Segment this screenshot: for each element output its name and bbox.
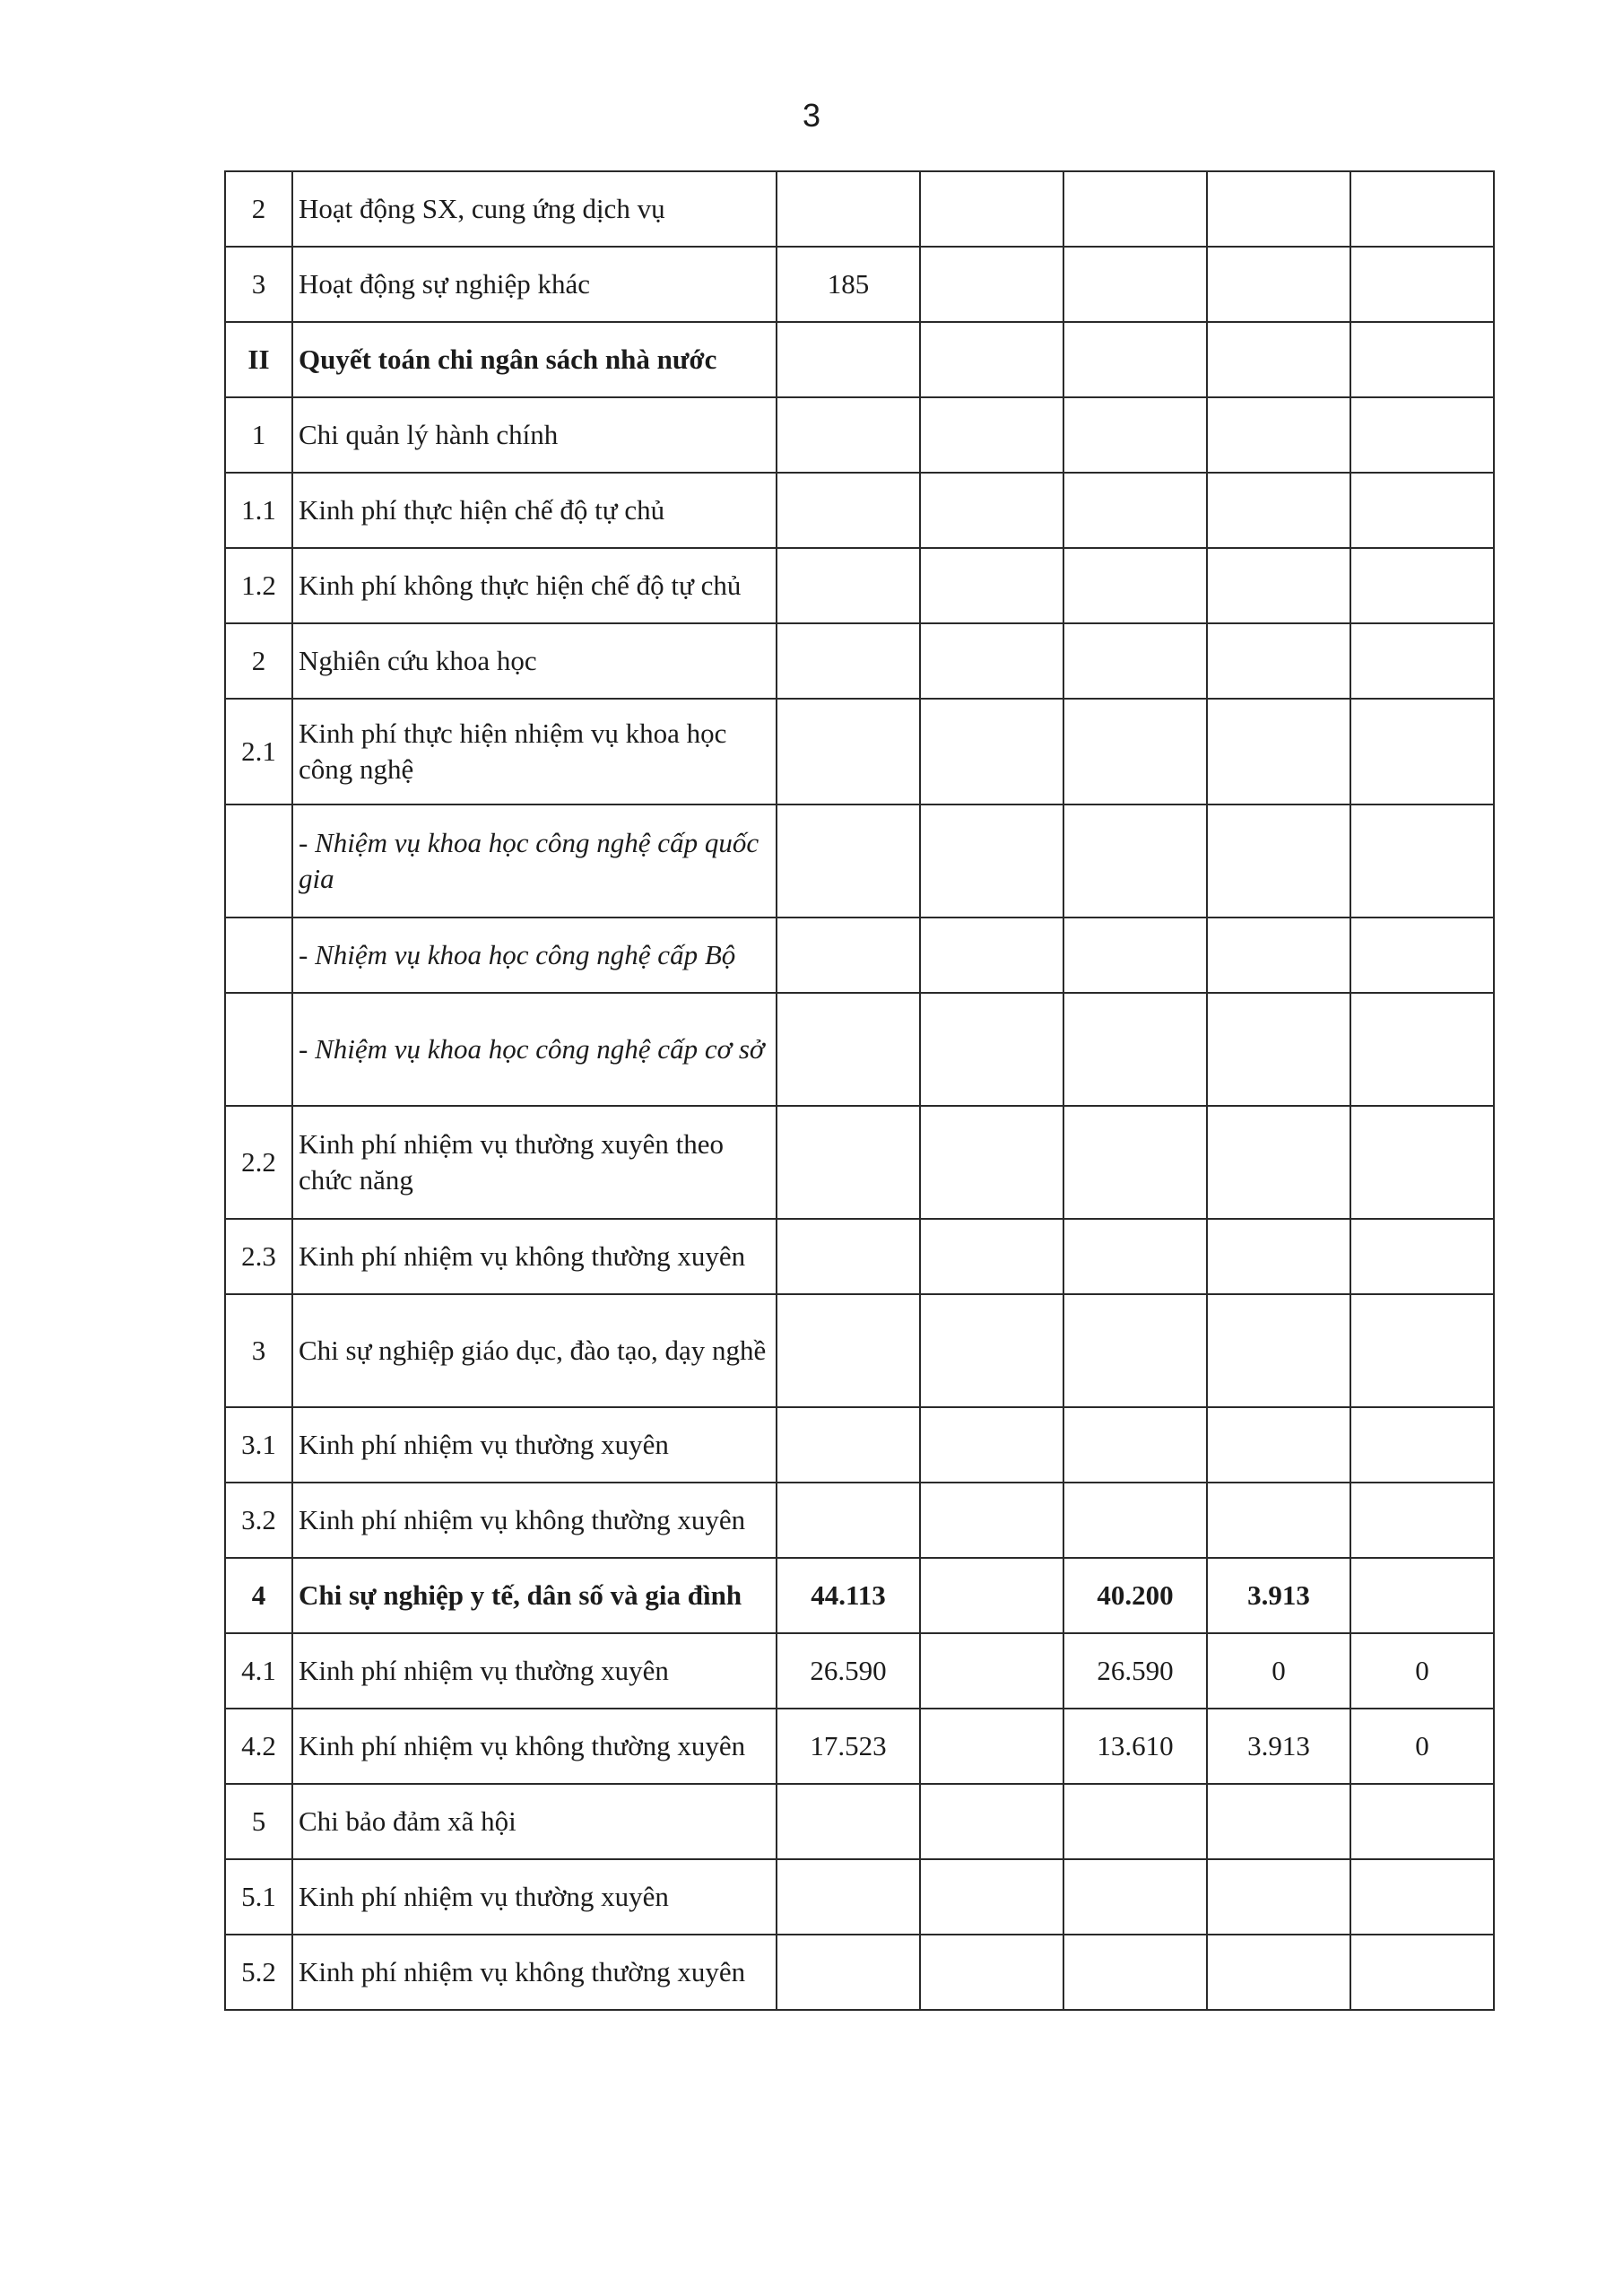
- value-cell-c1: [777, 473, 920, 548]
- value-cell-c4: 3.913: [1207, 1709, 1350, 1784]
- table-row: [225, 1709, 1494, 1784]
- row-label: Hoạt động sự nghiệp khác: [292, 247, 777, 322]
- value-cell-c5: 0: [1350, 1633, 1494, 1709]
- value-cell-c3: [1063, 322, 1207, 397]
- value-cell-c1: 26.590: [777, 1633, 920, 1709]
- value-cell-c1: [777, 1294, 920, 1407]
- value-cell-c5: 0: [1350, 1709, 1494, 1784]
- value-cell-c5: [1350, 918, 1494, 993]
- value-cell-c1: [777, 1784, 920, 1859]
- value-cell-c2: [920, 699, 1063, 804]
- value-cell-c4: [1207, 1106, 1350, 1219]
- row-index: [225, 804, 292, 918]
- value-cell-c5: [1350, 1859, 1494, 1935]
- value-cell-c1: [777, 322, 920, 397]
- table-row: [225, 1294, 1494, 1407]
- table-row: [225, 1558, 1494, 1633]
- row-label: Kinh phí thực hiện chế độ tự chủ: [292, 473, 777, 548]
- value-cell-c1: [777, 918, 920, 993]
- value-cell-c4: [1207, 397, 1350, 473]
- value-cell-c4: 3.913: [1207, 1558, 1350, 1633]
- value-cell-c2: [920, 473, 1063, 548]
- value-cell-c3: [1063, 247, 1207, 322]
- value-cell-c2: [920, 1483, 1063, 1558]
- value-cell-c4: [1207, 623, 1350, 699]
- value-cell-c4: [1207, 1784, 1350, 1859]
- value-cell-c1: [777, 623, 920, 699]
- value-cell-c3: [1063, 804, 1207, 918]
- value-cell-c5: [1350, 1219, 1494, 1294]
- value-cell-c3: [1063, 171, 1207, 247]
- value-cell-c1: [777, 1407, 920, 1483]
- value-cell-c2: [920, 171, 1063, 247]
- value-cell-c5: [1350, 804, 1494, 918]
- table-row: [225, 993, 1494, 1106]
- value-cell-c4: [1207, 804, 1350, 918]
- row-index: 3: [225, 1294, 292, 1407]
- value-cell-c4: [1207, 699, 1350, 804]
- row-label: Kinh phí thực hiện nhiệm vụ khoa học công nghệ: [292, 699, 777, 804]
- row-index: 2.3: [225, 1219, 292, 1294]
- value-cell-c5: [1350, 397, 1494, 473]
- value-cell-c5: [1350, 247, 1494, 322]
- row-label: Kinh phí không thực hiện chế độ tự chủ: [292, 548, 777, 623]
- row-index: 3: [225, 247, 292, 322]
- value-cell-c4: [1207, 993, 1350, 1106]
- value-cell-c3: 13.610: [1063, 1709, 1207, 1784]
- value-cell-c2: [920, 1859, 1063, 1935]
- value-cell-c4: [1207, 1935, 1350, 2010]
- value-cell-c3: [1063, 548, 1207, 623]
- value-cell-c3: [1063, 1935, 1207, 2010]
- row-label: - Nhiệm vụ khoa học công nghệ cấp quốc gia: [292, 804, 777, 918]
- value-cell-c4: [1207, 473, 1350, 548]
- row-label: - Nhiệm vụ khoa học công nghệ cấp Bộ: [292, 918, 777, 993]
- row-index: 2.2: [225, 1106, 292, 1219]
- value-cell-c3: [1063, 918, 1207, 993]
- table-row: [225, 1407, 1494, 1483]
- value-cell-c5: [1350, 473, 1494, 548]
- value-cell-c3: [1063, 1219, 1207, 1294]
- row-index: 2: [225, 171, 292, 247]
- value-cell-c2: [920, 1219, 1063, 1294]
- row-index: 3.1: [225, 1407, 292, 1483]
- value-cell-c3: 40.200: [1063, 1558, 1207, 1633]
- row-index: 1.1: [225, 473, 292, 548]
- value-cell-c5: [1350, 1483, 1494, 1558]
- table-row: [225, 623, 1494, 699]
- value-cell-c5: [1350, 699, 1494, 804]
- value-cell-c1: [777, 699, 920, 804]
- value-cell-c1: 44.113: [777, 1558, 920, 1633]
- value-cell-c3: [1063, 1106, 1207, 1219]
- value-cell-c4: [1207, 1294, 1350, 1407]
- row-index: 1: [225, 397, 292, 473]
- table-row: [225, 1483, 1494, 1558]
- table-row: [225, 1859, 1494, 1935]
- value-cell-c5: [1350, 623, 1494, 699]
- table-row: [225, 548, 1494, 623]
- value-cell-c3: [1063, 1407, 1207, 1483]
- row-index: 5.1: [225, 1859, 292, 1935]
- row-label: Kinh phí nhiệm vụ thường xuyên: [292, 1633, 777, 1709]
- table-row: [225, 247, 1494, 322]
- row-label: Kinh phí nhiệm vụ thường xuyên: [292, 1407, 777, 1483]
- value-cell-c1: [777, 993, 920, 1106]
- row-label: Kinh phí nhiệm vụ không thường xuyên: [292, 1483, 777, 1558]
- value-cell-c5: [1350, 1294, 1494, 1407]
- row-index: [225, 993, 292, 1106]
- row-index: 4: [225, 1558, 292, 1633]
- value-cell-c2: [920, 918, 1063, 993]
- row-index: II: [225, 322, 292, 397]
- value-cell-c1: [777, 1859, 920, 1935]
- value-cell-c1: [777, 1935, 920, 2010]
- table-row: [225, 322, 1494, 397]
- value-cell-c2: [920, 1106, 1063, 1219]
- value-cell-c1: [777, 804, 920, 918]
- table-row: [225, 699, 1494, 804]
- value-cell-c2: [920, 1935, 1063, 2010]
- value-cell-c1: [777, 548, 920, 623]
- value-cell-c4: [1207, 1483, 1350, 1558]
- table-row: [225, 1784, 1494, 1859]
- value-cell-c1: [777, 1219, 920, 1294]
- value-cell-c2: [920, 623, 1063, 699]
- value-cell-c3: [1063, 397, 1207, 473]
- value-cell-c3: 26.590: [1063, 1633, 1207, 1709]
- row-index: 5: [225, 1784, 292, 1859]
- page-number: 3: [802, 97, 821, 134]
- value-cell-c2: [920, 247, 1063, 322]
- row-label: Chi quản lý hành chính: [292, 397, 777, 473]
- value-cell-c4: [1207, 918, 1350, 993]
- row-label: Hoạt động SX, cung ứng dịch vụ: [292, 171, 777, 247]
- row-label: Chi sự nghiệp y tế, dân số và gia đình: [292, 1558, 777, 1633]
- value-cell-c5: [1350, 322, 1494, 397]
- row-index: 5.2: [225, 1935, 292, 2010]
- table-row: [225, 473, 1494, 548]
- value-cell-c4: [1207, 171, 1350, 247]
- value-cell-c5: [1350, 1558, 1494, 1633]
- value-cell-c3: [1063, 1859, 1207, 1935]
- value-cell-c5: [1350, 1784, 1494, 1859]
- value-cell-c3: [1063, 1483, 1207, 1558]
- value-cell-c4: [1207, 1407, 1350, 1483]
- row-label: Chi bảo đảm xã hội: [292, 1784, 777, 1859]
- value-cell-c5: [1350, 171, 1494, 247]
- value-cell-c1: [777, 1483, 920, 1558]
- row-label: Chi sự nghiệp giáo dục, đào tạo, dạy nghề: [292, 1294, 777, 1407]
- table-row: [225, 171, 1494, 247]
- value-cell-c1: [777, 171, 920, 247]
- value-cell-c3: [1063, 993, 1207, 1106]
- value-cell-c2: [920, 804, 1063, 918]
- value-cell-c2: [920, 1407, 1063, 1483]
- value-cell-c2: [920, 397, 1063, 473]
- row-index: 2: [225, 623, 292, 699]
- value-cell-c2: [920, 1633, 1063, 1709]
- value-cell-c5: [1350, 993, 1494, 1106]
- table-row: [225, 397, 1494, 473]
- table-row: [225, 804, 1494, 918]
- value-cell-c4: [1207, 548, 1350, 623]
- value-cell-c1: [777, 1106, 920, 1219]
- table-row: [225, 1219, 1494, 1294]
- value-cell-c3: [1063, 473, 1207, 548]
- table-row: [225, 1106, 1494, 1219]
- value-cell-c5: [1350, 548, 1494, 623]
- row-index: 3.2: [225, 1483, 292, 1558]
- table-body: [225, 171, 1494, 2010]
- value-cell-c2: [920, 322, 1063, 397]
- value-cell-c4: [1207, 322, 1350, 397]
- value-cell-c2: [920, 1709, 1063, 1784]
- row-index: [225, 918, 292, 993]
- table-row: [225, 1633, 1494, 1709]
- row-label: Kinh phí nhiệm vụ thường xuyên theo chức năng: [292, 1106, 777, 1219]
- value-cell-c2: [920, 993, 1063, 1106]
- value-cell-c4: [1207, 247, 1350, 322]
- row-label: Kinh phí nhiệm vụ không thường xuyên: [292, 1935, 777, 2010]
- value-cell-c2: [920, 548, 1063, 623]
- value-cell-c1: 185: [777, 247, 920, 322]
- value-cell-c5: [1350, 1407, 1494, 1483]
- row-index: 4.1: [225, 1633, 292, 1709]
- row-label: Kinh phí nhiệm vụ không thường xuyên: [292, 1219, 777, 1294]
- table-row: [225, 918, 1494, 993]
- row-label: Quyết toán chi ngân sách nhà nước: [292, 322, 777, 397]
- row-index: 4.2: [225, 1709, 292, 1784]
- row-index: 2.1: [225, 699, 292, 804]
- value-cell-c3: [1063, 1784, 1207, 1859]
- value-cell-c4: [1207, 1219, 1350, 1294]
- value-cell-c3: [1063, 623, 1207, 699]
- value-cell-c5: [1350, 1935, 1494, 2010]
- row-label: Kinh phí nhiệm vụ thường xuyên: [292, 1859, 777, 1935]
- row-index: 1.2: [225, 548, 292, 623]
- value-cell-c4: [1207, 1859, 1350, 1935]
- value-cell-c4: 0: [1207, 1633, 1350, 1709]
- value-cell-c2: [920, 1294, 1063, 1407]
- row-label: Kinh phí nhiệm vụ không thường xuyên: [292, 1709, 777, 1784]
- value-cell-c5: [1350, 1106, 1494, 1219]
- row-label: Nghiên cứu khoa học: [292, 623, 777, 699]
- value-cell-c3: [1063, 1294, 1207, 1407]
- value-cell-c2: [920, 1558, 1063, 1633]
- row-label: - Nhiệm vụ khoa học công nghệ cấp cơ sở: [292, 993, 777, 1106]
- value-cell-c2: [920, 1784, 1063, 1859]
- value-cell-c3: [1063, 699, 1207, 804]
- budget-settlement-table: [224, 170, 1495, 2011]
- table-row: [225, 1935, 1494, 2010]
- value-cell-c1: [777, 397, 920, 473]
- value-cell-c1: 17.523: [777, 1709, 920, 1784]
